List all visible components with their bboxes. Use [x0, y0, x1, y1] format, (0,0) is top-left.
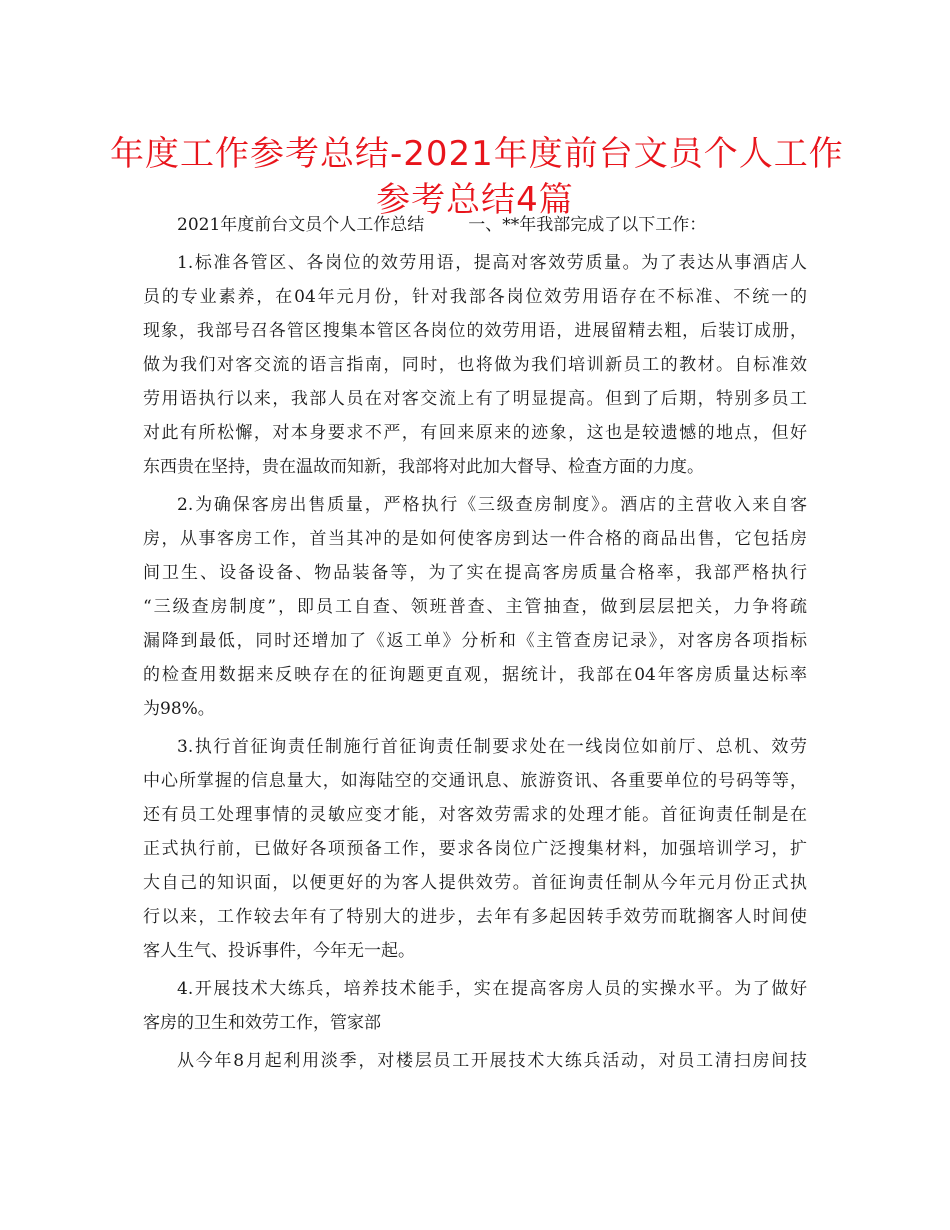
paragraph-line: 漏降到最低，同时还增加了《返工单》分析和《主管查房记录》，对客房各项指标	[143, 631, 807, 651]
paragraph-line: 客房的卫生和效劳工作，管家部	[143, 1013, 381, 1033]
intro-section-heading: 一、**年我部完成了以下工作：	[468, 215, 707, 235]
paragraph-1	[143, 246, 807, 484]
paragraph-line: 对此有所松懈，对本身要求不严，有回来原来的迹象，这也是较遗憾的地点，但好	[143, 423, 807, 443]
intro-heading: 2021年度前台文员个人工作总结	[177, 215, 425, 235]
paragraph-line: 员的专业素养，在04年元月份，针对我部各岗位效劳用语存在不标准、不统一的	[143, 287, 807, 307]
paragraph-line: 2.为确保客房出售质量，严格执行《三级查房制度》。酒店的主营收入来自客	[177, 495, 807, 515]
paragraph-line: 4.开展技术大练兵，培养技术能手，实在提高客房人员的实操水平。为了做好	[177, 979, 807, 999]
paragraph-line: “三级查房制度”，即员工自查、领班普查、主管抽查，做到层层把关，力争将疏	[143, 597, 807, 617]
paragraph-5	[143, 1044, 807, 1078]
paragraph-line: 大自己的知识面，以便更好的为客人提供效劳。首征询责任制从今年元月份正式执	[143, 873, 807, 893]
paragraph-4	[143, 972, 807, 1040]
paragraph-line: 的检查用数据来反映存在的征询题更直观，据统计，我部在04年客房质量达标率	[143, 665, 807, 685]
paragraph-line: 正式执行前，已做好各项预备工作，要求各岗位广泛搜集材料，加强培训学习，扩	[143, 839, 807, 859]
paragraph-line: 中心所掌握的信息量大，如海陆空的交通讯息、旅游资讯、各重要单位的号码等等，	[143, 771, 807, 791]
paragraph-2	[143, 488, 807, 726]
paragraph-line: 1.标准各管区、各岗位的效劳用语，提高对客效劳质量。为了表达从事酒店人	[177, 253, 807, 273]
paragraph-line: 行以来，工作较去年有了特别大的进步，去年有多起因转手效劳而耽搁客人时间使	[143, 907, 807, 927]
paragraph-line: 现象，我部号召各管区搜集本管区各岗位的效劳用语，进展留精去粗，后装订成册，	[143, 321, 807, 341]
paragraph-line: 做为我们对客交流的语言指南，同时，也将做为我们培训新员工的教材。自标准效	[143, 355, 807, 375]
document-title-line-1: 年度工作参考总结-2021年度前台文员个人工作	[110, 134, 844, 174]
intro-line	[143, 208, 807, 242]
document-body	[143, 208, 807, 1078]
paragraph-line: 东西贵在坚持，贵在温故而知新，我部将对此加大督导、检查方面的力度。	[143, 457, 704, 477]
paragraph-line: 房，从事客房工作，首当其冲的是如何使客房到达一件合格的商品出售，它包括房	[143, 529, 807, 549]
paragraph-line: 为98%。	[143, 699, 215, 719]
paragraph-line: 从今年8月起利用淡季，对楼层员工开展技术大练兵活动，对员工清扫房间技	[177, 1051, 807, 1071]
paragraph-3	[143, 730, 807, 968]
document-title-line-2: 参考总结4篇	[376, 180, 574, 220]
paragraph-line: 3.执行首征询责任制施行首征询责任制要求处在一线岗位如前厅、总机、效劳	[177, 737, 807, 757]
paragraph-line: 劳用语执行以来，我部人员在对客交流上有了明显提高。但到了后期，特别多员工	[143, 389, 807, 409]
paragraph-line: 间卫生、设备设备、物品装备等，为了实在提高客房质量合格率，我部严格执行	[143, 563, 807, 583]
paragraph-line: 客人生气、投诉事件，今年无一起。	[143, 941, 415, 961]
paragraph-line: 还有员工处理事情的灵敏应变才能，对客效劳需求的处理才能。首征询责任制是在	[143, 805, 807, 825]
